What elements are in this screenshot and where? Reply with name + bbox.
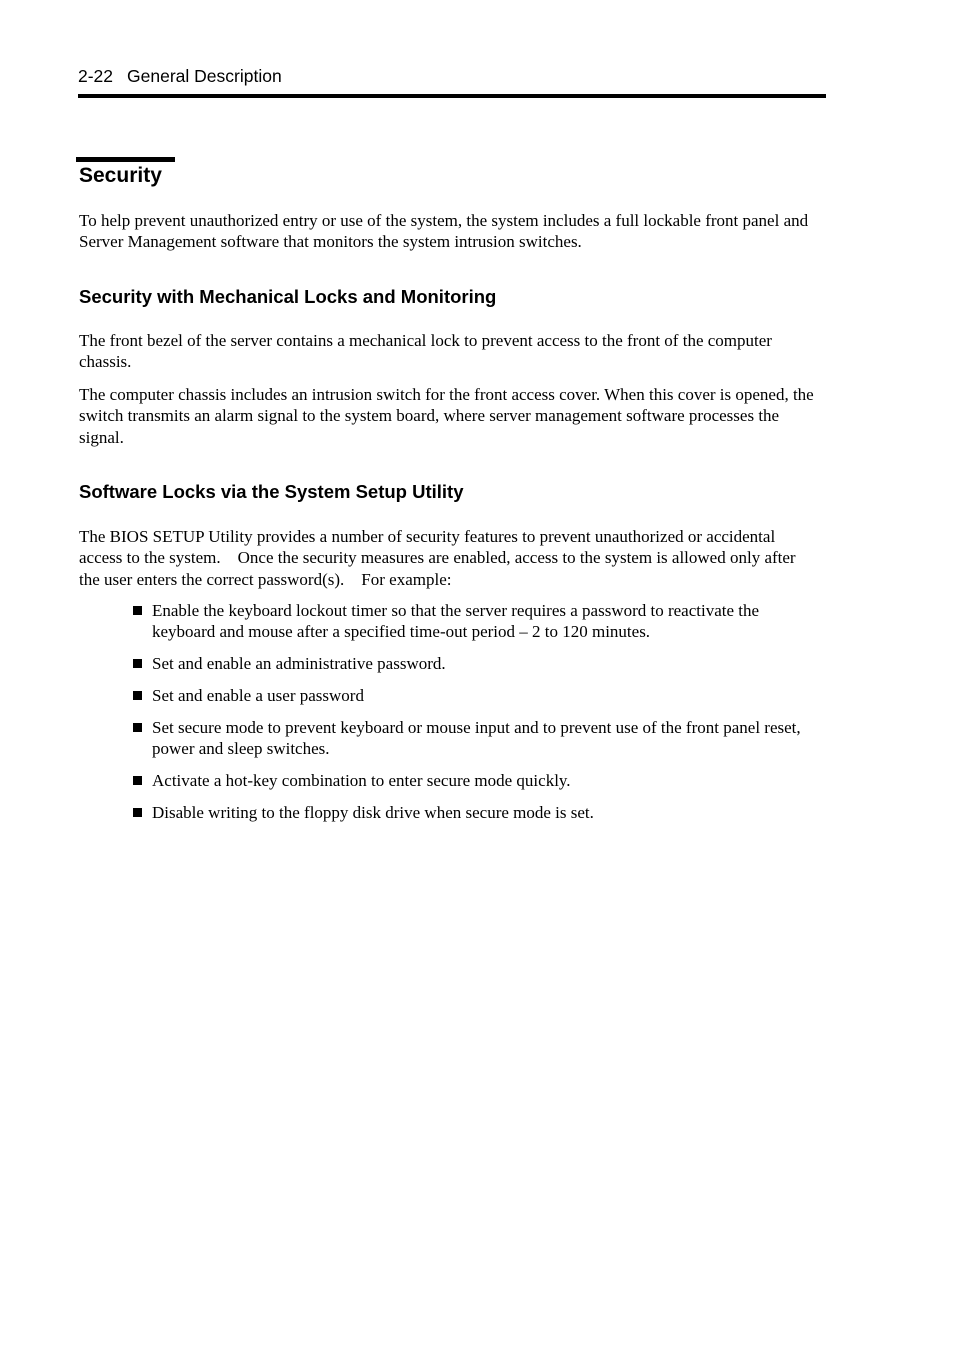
- page-header: [78, 64, 826, 98]
- chapter-title: General Description: [127, 66, 282, 86]
- square-bullet-icon: [133, 659, 142, 668]
- square-bullet-icon: [133, 723, 142, 732]
- software-paragraph: The BIOS SETUP Utility provides a number of security features to prevent unauthorized or accidental access to the system. Once the security measures are enabled, access to the system is allowed only after the user enters the correct password(s). For example:: [79, 527, 796, 589]
- intro-paragraph: To help prevent unauthorized entry or use of the system, the system includes a full lockable front panel and Server Management software that monitors the system intrusion switches.: [79, 211, 809, 252]
- security-feature-list: [131, 600, 821, 833]
- square-bullet-icon: [133, 691, 142, 700]
- list-item: Set secure mode to prevent keyboard or mouse input and to prevent use of the front panel reset, power and sleep switches.: [131, 717, 821, 760]
- square-bullet-icon: [133, 776, 142, 785]
- mechanical-locks-heading: Security with Mechanical Locks and Monitoring: [79, 286, 497, 307]
- square-bullet-icon: [133, 606, 142, 615]
- list-item: Set and enable a user password: [131, 685, 821, 706]
- software-locks-heading: Software Locks via the System Setup Utility: [79, 481, 464, 502]
- mechanical-paragraph-2: The computer chassis includes an intrusion switch for the front access cover. When this cover is opened, the switch transmits an alarm signal to the system board, where server management software processes the signal.: [79, 385, 814, 447]
- page-number: 2-22: [78, 66, 114, 86]
- list-item: Set and enable an administrative password.: [131, 653, 821, 674]
- list-item: Disable writing to the floppy disk drive when secure mode is set.: [131, 802, 821, 823]
- section-title: Security: [79, 164, 162, 187]
- square-bullet-icon: [133, 808, 142, 817]
- mechanical-paragraph-1: The front bezel of the server contains a mechanical lock to prevent access to the front of the computer chassis.: [79, 331, 772, 372]
- list-item: Activate a hot-key combination to enter secure mode quickly.: [131, 770, 821, 791]
- list-item: Enable the keyboard lockout timer so that the server requires a password to reactivate the keyboard and mouse after a specified time-out period – 2 to 120 minutes.: [131, 600, 821, 643]
